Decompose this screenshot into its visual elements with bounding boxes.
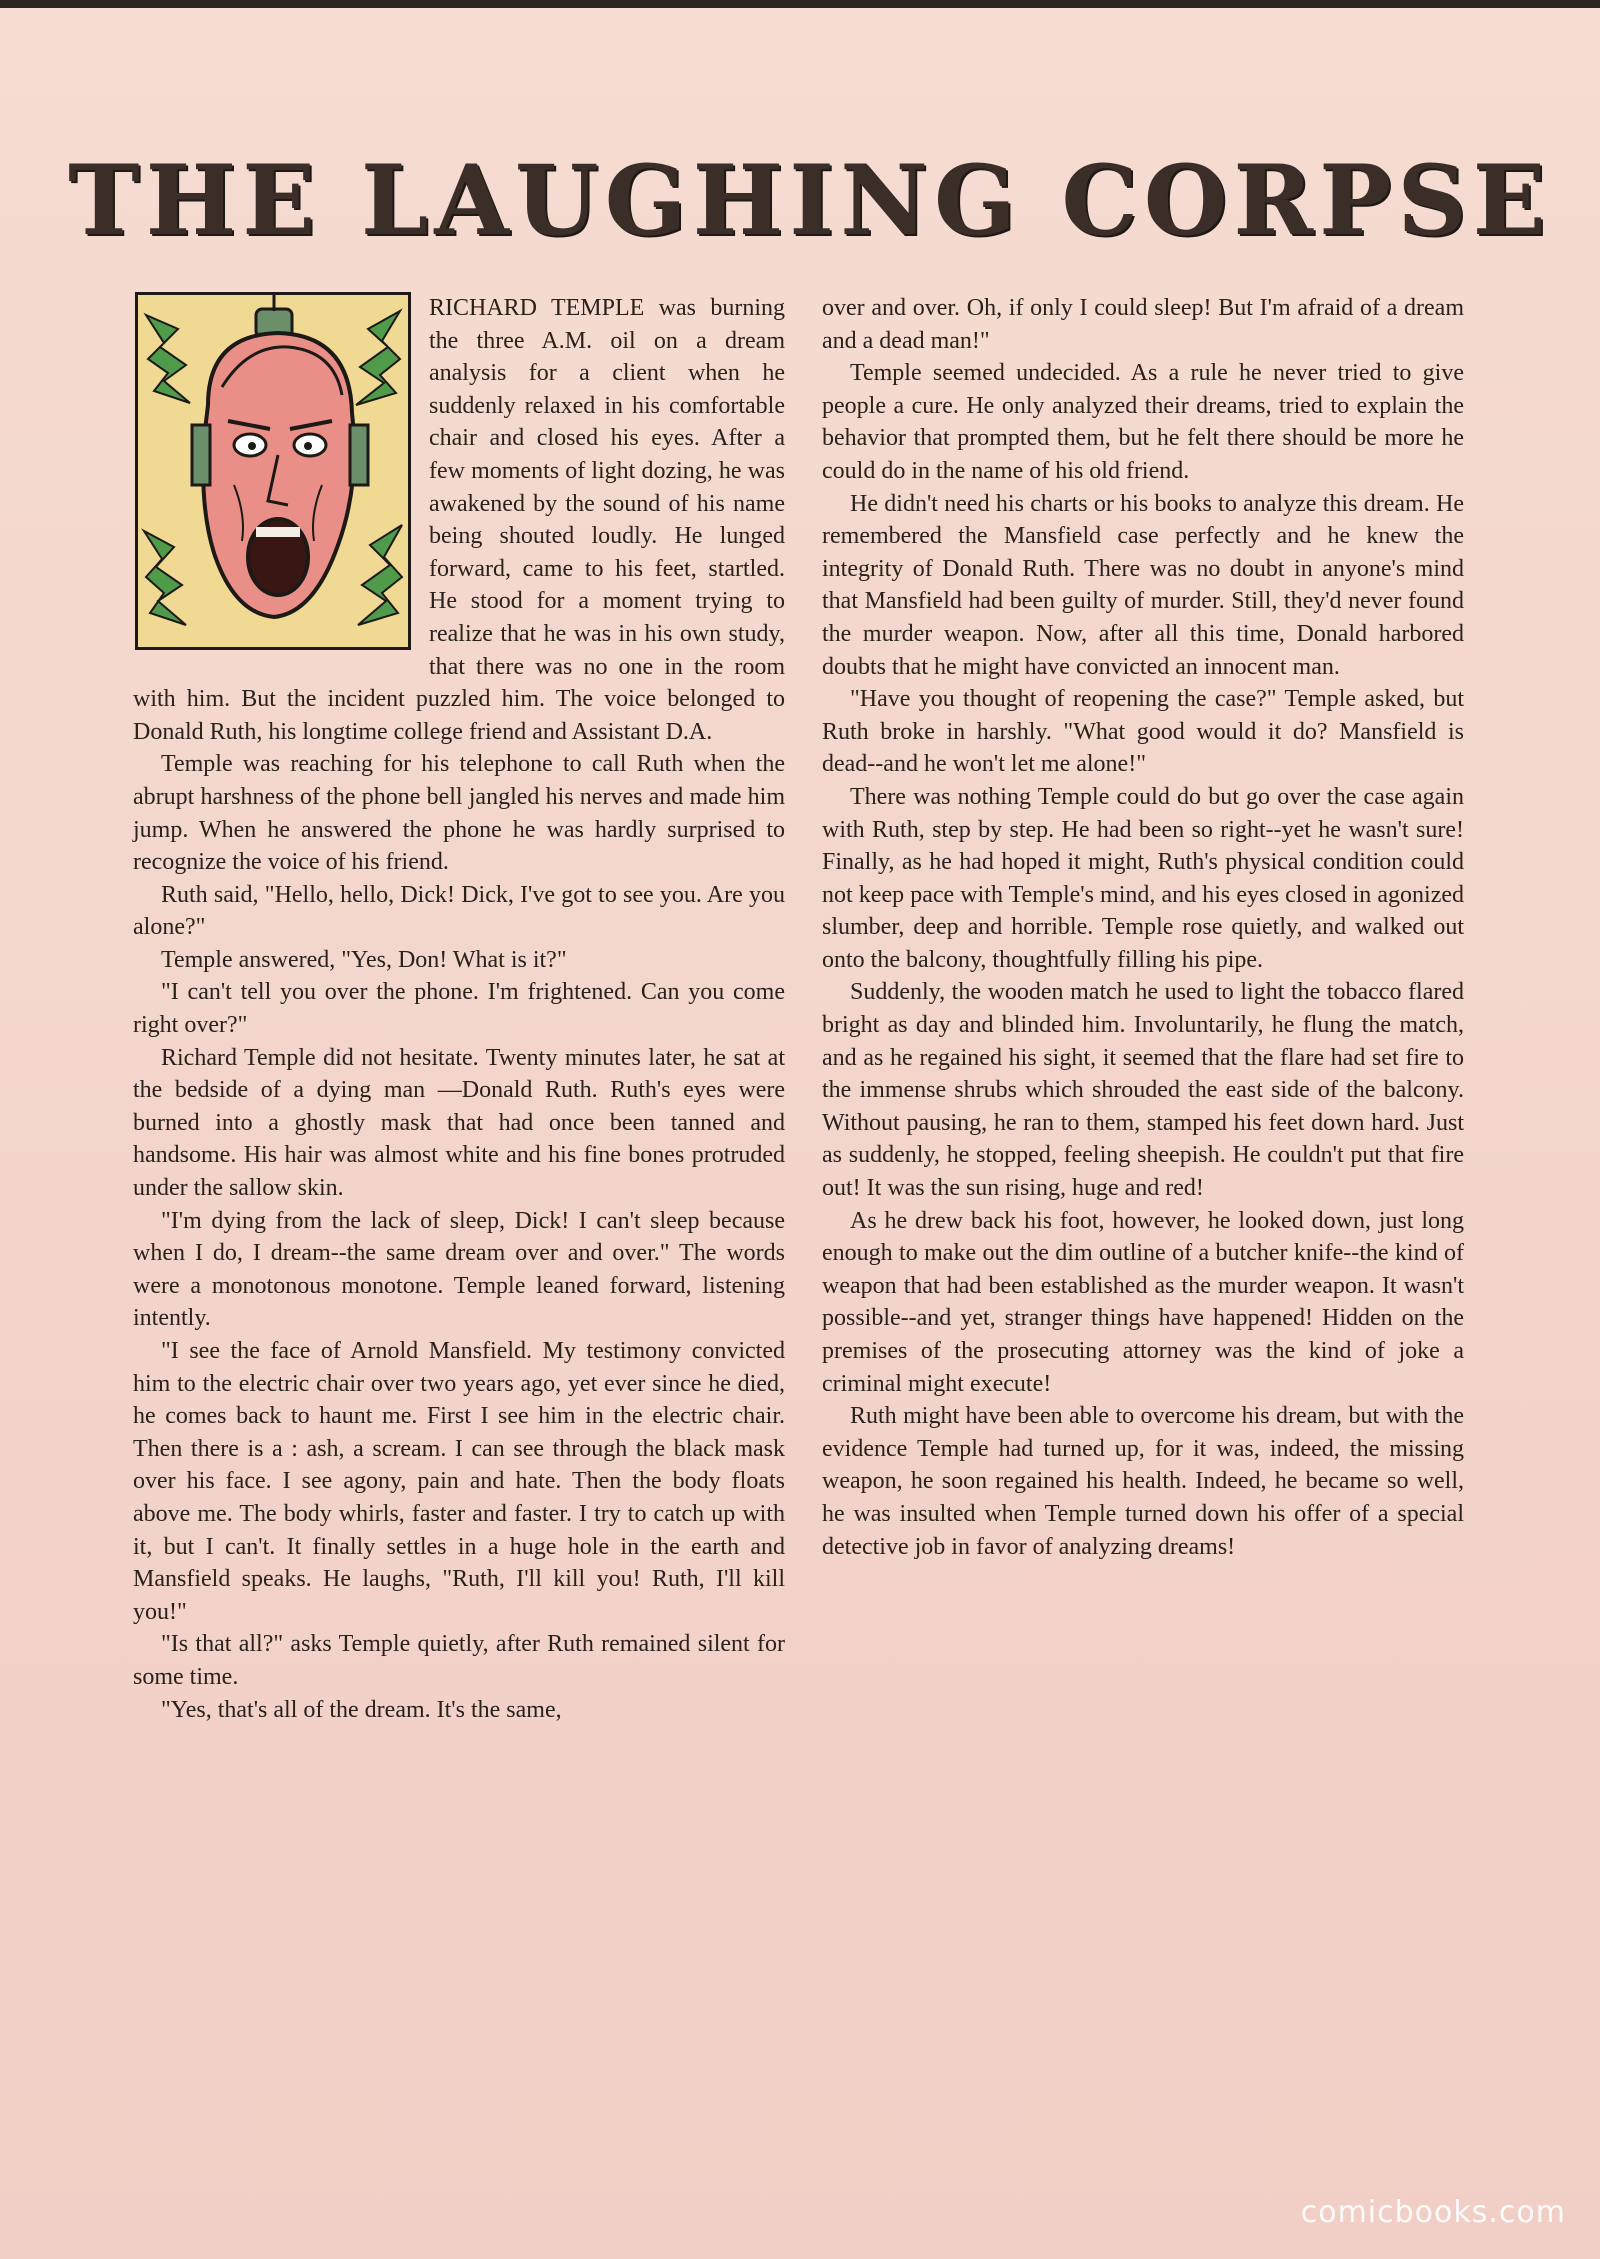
paragraph: Ruth said, "Hello, hello, Dick! Dick, I've got to see you. Are you alone?"	[133, 881, 785, 941]
left-column	[133, 292, 785, 1726]
paragraph: There was nothing Temple could do but go over the case again with Ruth, step by step. He had been so right--yet he wasn't sure! Finally, as he had hoped it might, Ruth's physical condition could not keep pace with Temple's mind, and his eyes closed in agonized slumber, deep and horrible. Temple rose quietly, and walked out onto the balcony, thoughtfully filling his pipe.	[822, 783, 1464, 973]
paragraph: "Yes, that's all of the dream. It's the same,	[161, 1696, 562, 1723]
paragraph: He didn't need his charts or his books to analyze this dream. He remembered the Mansfield case perfectly and he knew the integrity of Donald Ruth. There was no doubt in anyone's mind that Mansfield had been guilty of murder. Still, they'd never found the murder weapon. Now, after all this time, Donald harbored doubts that he might have convicted an innocent man.	[822, 490, 1464, 680]
screaming-face-illustration	[135, 292, 411, 650]
paragraph: Ruth might have been able to overcome his dream, but with the evidence Temple had turned up, for it was, indeed, the missing weapon, he soon regained his health. Indeed, he became so well, he was insulted when Temple turned down his offer of a special detective job in favor of analyzing dreams!	[822, 1403, 1464, 1560]
paragraph: Suddenly, the wooden match he used to light the tobacco flared bright as day and blinded him. Involuntarily, he flung the match, and as he regained his sight, it seemed that the flare had set fire to the immense shrubs which shrouded the east side of the balcony. Without pausing, he ran to them, stamped his feet down hard. Just as suddenly, he stopped, feeling sheepish. He couldn't put that fire out! It was the sun rising, huge and red!	[822, 979, 1464, 1202]
paragraph: RICHARD TEMPLE was burning the three A.M. oil on a dream analysis for a client when he suddenly relaxed in his comfortable chair and closed his eyes. After a few moments of light dozing, he was awakened by the sound of his name being shouted loudly. He lunged forward, came to his feet, startled. He stood for a moment trying to realize that he was in his own study, that there was no one in the room with him. But the incident puzzled him. The voice belonged to Donald Ruth, his longtime college friend and Assistant D.A.	[133, 295, 785, 745]
top-border	[0, 0, 1600, 8]
paragraph: "I'm dying from the lack of sleep, Dick! I can't sleep because when I do, I dream--the same dream over and over." The words were a monotonous monotone. Temple leaned forward, listening intently.	[133, 1207, 785, 1332]
paragraph: "I see the face of Arnold Mansfield. My testimony convicted him to the electric chair over two years ago, yet ever since he died, he comes back to haunt me. First I see him in the electric chair. Then there is a : ash, a scream. I can see through the black mask over his face. I see agony, pain and hate. Then the body floats above me. The body whirls, faster and faster. I try to catch up with it, but I can't. It finally settles in a huge hole in the earth and Mansfield speaks. He laughs, "Ruth, I'll kill you! Ruth, I'll kill you!"	[133, 1338, 785, 1625]
paragraph: Richard Temple did not hesitate. Twenty minutes later, he sat at the bedside of a dying man —Donald Ruth. Ruth's eyes were burned into a ghostly mask that had once been tanned and handsome. His hair was almost white and his fine bones protruded under the sallow skin.	[133, 1044, 785, 1202]
paragraph: "Have you thought of reopening the case?" Temple asked, but Ruth broke in harshly. "What good would it do? Mansfield is dead--and he won't let me alone!"	[822, 686, 1464, 778]
paragraph: Temple seemed undecided. As a rule he never tried to give people a cure. He only analyzed their dreams, tried to explain the behavior that prompted them, but he felt there should be more he could do in the name of his old friend.	[822, 360, 1464, 484]
paragraph: Temple answered, "Yes, Don! What is it?"	[161, 946, 567, 973]
paragraph: over and over. Oh, if only I could sleep! But I'm afraid of a dream and a dead man!"	[822, 295, 1464, 354]
story-title: THE LAUGHING CORPSE	[68, 143, 1552, 257]
site-watermark: comicbooks.com	[1300, 2195, 1566, 2230]
paragraph: As he drew back his foot, however, he looked down, just long enough to make out the dim outline of a butcher knife--the kind of weapon that had been established as the murder weapon. It wasn't possible--and yet, stranger things have happened! Hidden on the premises of the prosecuting attorney was the kind of joke a criminal might execute!	[822, 1207, 1464, 1397]
right-column	[822, 292, 1464, 1563]
paragraph: "Is that all?" asks Temple quietly, after Ruth remained silent for some time.	[133, 1631, 785, 1690]
paragraph: "I can't tell you over the phone. I'm frightened. Can you come right over?"	[133, 979, 785, 1039]
paragraph: Temple was reaching for his telephone to call Ruth when the abrupt harshness of the phone bell jangled his nerves and made him jump. When he answered the phone he was hardly surprised to recognize the voice of his friend.	[133, 751, 785, 876]
